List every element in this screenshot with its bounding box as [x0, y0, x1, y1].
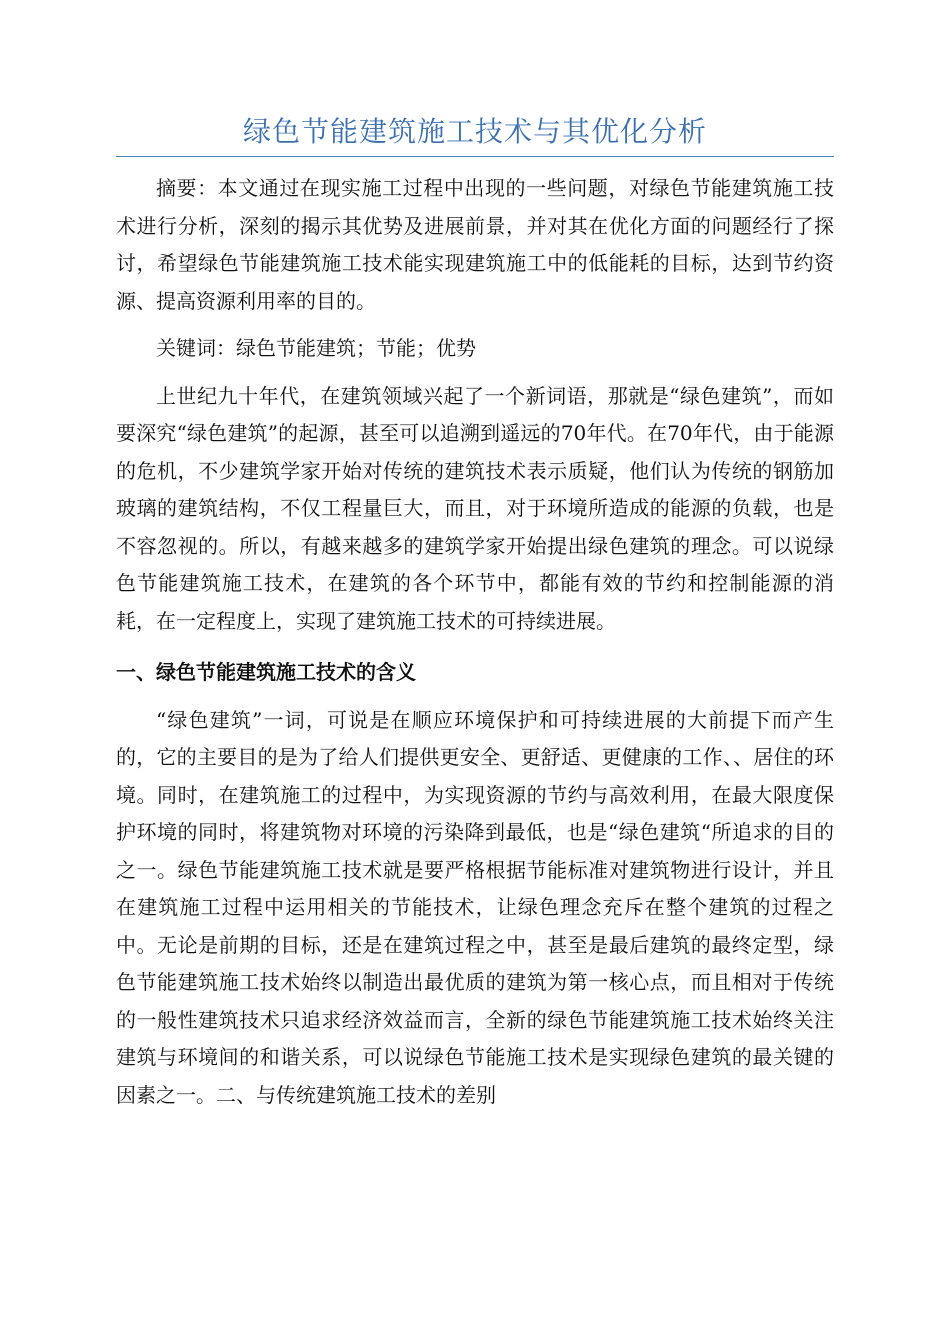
abstract-paragraph: 摘要：本文通过在现实施工过程中出现的一些问题，对绿色节能建筑施工技术进行分析，深刻的揭示其优势及进展前景，并对其在优化方面的问题经行了探讨，希望绿色节能建筑施工技术能实现建筑施工中的低能耗的目标，达到节约资源、提高资源利用率的目的。	[116, 176, 834, 313]
document-page	[116, 0, 834, 1344]
document-title: 绿色节能建筑施工技术与其优化分析	[242, 115, 707, 148]
document-body	[116, 170, 834, 1114]
section-1-heading: 一、绿色节能建筑施工技术的含义	[116, 660, 416, 684]
title-block	[116, 112, 834, 157]
section-1-paragraph: “绿色建筑”一词，可说是在顺应环境保护和可持续进展的大前提下而产生的，它的主要目的是为了给人们提供更安全、更舒适、更健康的工作、、居住的环境。同时，在建筑施工的过程中，为实现资源的节约与高效利用，在最大限度保护环境的同时，将建筑物对环境的污染降到最低，也是“绿色建筑“所追求的目的之一。绿色节能建筑施工技术就是要严格根据节能标准对建筑物进行设计，并且在建筑施工过程中运用相关的节能技术，让绿色理念充斥在整个建筑的过程之中。无论是前期的目标，还是在建筑过程之中，甚至是最后建筑的最终定型，绿色节能建筑施工技术始终以制造出最优质的建筑为第一核心点，而且相对于传统的一般性建筑技术只追求经济效益而言，全新的绿色节能建筑施工技术始终关注建筑与环境间的和谐关系，可以说绿色节能施工技术是实现绿色建筑的最关键的因素之一。二、与传统建筑施工技术的差别	[116, 707, 834, 1107]
keywords-paragraph: 关键词：绿色节能建筑；节能；优势	[156, 336, 476, 360]
intro-paragraph: 上世纪九十年代，在建筑领域兴起了一个新词语，那就是“绿色建筑”，而如要深究“绿色建筑”的起源，甚至可以追溯到遥远的70年代。在70年代，由于能源的危机，不少建筑学家开始对传统的建筑技术表示质疑，他们认为传统的钢筋加玻璃的建筑结构，不仅工程量巨大，而且，对于环境所造成的能源的负载，也是不容忽视的。所以，有越来越多的建筑学家开始提出绿色建筑的理念。可以说绿色节能建筑施工技术，在建筑的各个环节中，都能有效的节约和控制能源的消耗，在一定程度上，实现了建筑施工技术的可持续进展。	[116, 383, 834, 633]
